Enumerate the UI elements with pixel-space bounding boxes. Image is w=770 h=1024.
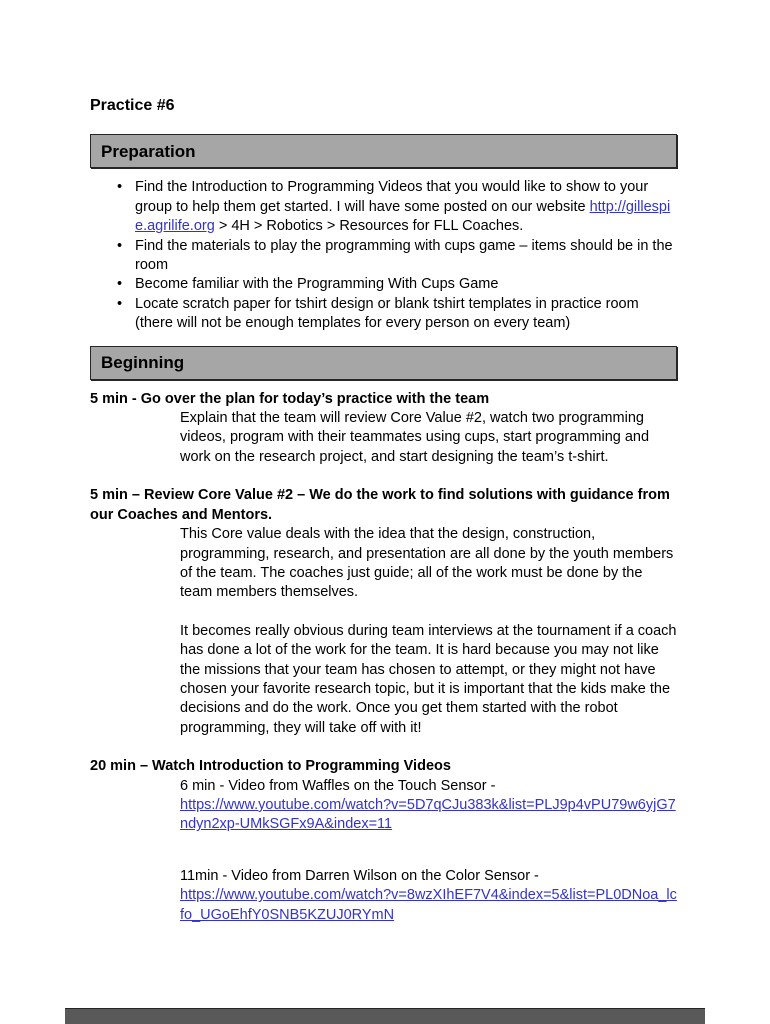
agenda-heading-core-value: 5 min – Review Core Value #2 – We do the work to find solutions with guidance from our Coaches and Mentors.: [90, 487, 670, 523]
video2-link[interactable]: https://www.youtube.com/watch?v=8wzXIhEF7V4&index=5&list=PL0DNoa_lcfo_UGoEhfY0SNB5KZUJ0RYmN: [180, 887, 677, 923]
list-item-scratch-paper: • Locate scratch paper for tshirt design or blank tshirt templates in practice room (there will not be enough templates for every person on every team): [90, 295, 677, 334]
paragraph-core-value-2: It becomes really obvious during team interviews at the tournament if a coach has done a lot of the work for the team. It is hard because you may not like the missions that your team has chosen to attempt, or they might not have chosen your favorite research topic, but it is important that the kids make the decisions and do the work. Once you get them started with the robot programming, they will take off with it!: [180, 622, 677, 736]
list-item-videos: [90, 178, 677, 236]
video1-link[interactable]: https://www.youtube.com/watch?v=5D7qCJu383k&list=PLJ9p4vPU79w6yjG7ndyn2xp-UMkSGFx9A&index=11: [180, 796, 676, 833]
agenda-heading-videos: 20 min – Watch Introduction to Programming Videos: [90, 758, 451, 775]
paragraph-plan-body: Explain that the team will review Core Value #2, watch two programming videos, program with their teammates using cups, start programming and work on the research project, and start designing the team’s t-shirt.: [180, 410, 650, 465]
section-title-preparation: Preparation: [101, 141, 196, 161]
doc-title: Practice #6: [90, 97, 175, 114]
video1-label: 6 min - Video from Waffles on the Touch Sensor -: [180, 777, 496, 794]
website-link[interactable]: http://gillespie.agrilife.org: [135, 198, 671, 235]
list-item-materials: • Find the materials to play the programming with cups game – items should be in the room: [90, 237, 677, 276]
section-bar-preparation: [90, 134, 677, 168]
list-item-familiar: • Become familiar with the Programming With Cups Game: [90, 275, 677, 294]
preparation-list: [90, 178, 677, 333]
next-page-edge-bar: [65, 1008, 705, 1024]
video2-link-line: [180, 886, 677, 925]
section-title-beginning: Beginning: [101, 352, 185, 372]
video2-label: 11min - Video from Darren Wilson on the Color Sensor -: [180, 867, 539, 884]
paragraph-core-value-1: This Core value deals with the idea that the design, construction, programming, research, and presentation are all done by the youth members of the team. The coaches just guide; all of the work must be done by the team members themselves.: [180, 526, 674, 601]
bullet-text: > 4H > Robotics > Resources for FLL Coaches.: [214, 218, 524, 235]
agenda-heading-plan: 5 min - Go over the plan for today’s practice with the team: [90, 390, 490, 407]
bullet-text: Find the Introduction to Programming Videos that you would like to show to your group to help them get started. I will have some posted on our website: [135, 179, 649, 215]
video1-link-line: [180, 796, 677, 835]
section-bar-beginning: [90, 346, 677, 380]
